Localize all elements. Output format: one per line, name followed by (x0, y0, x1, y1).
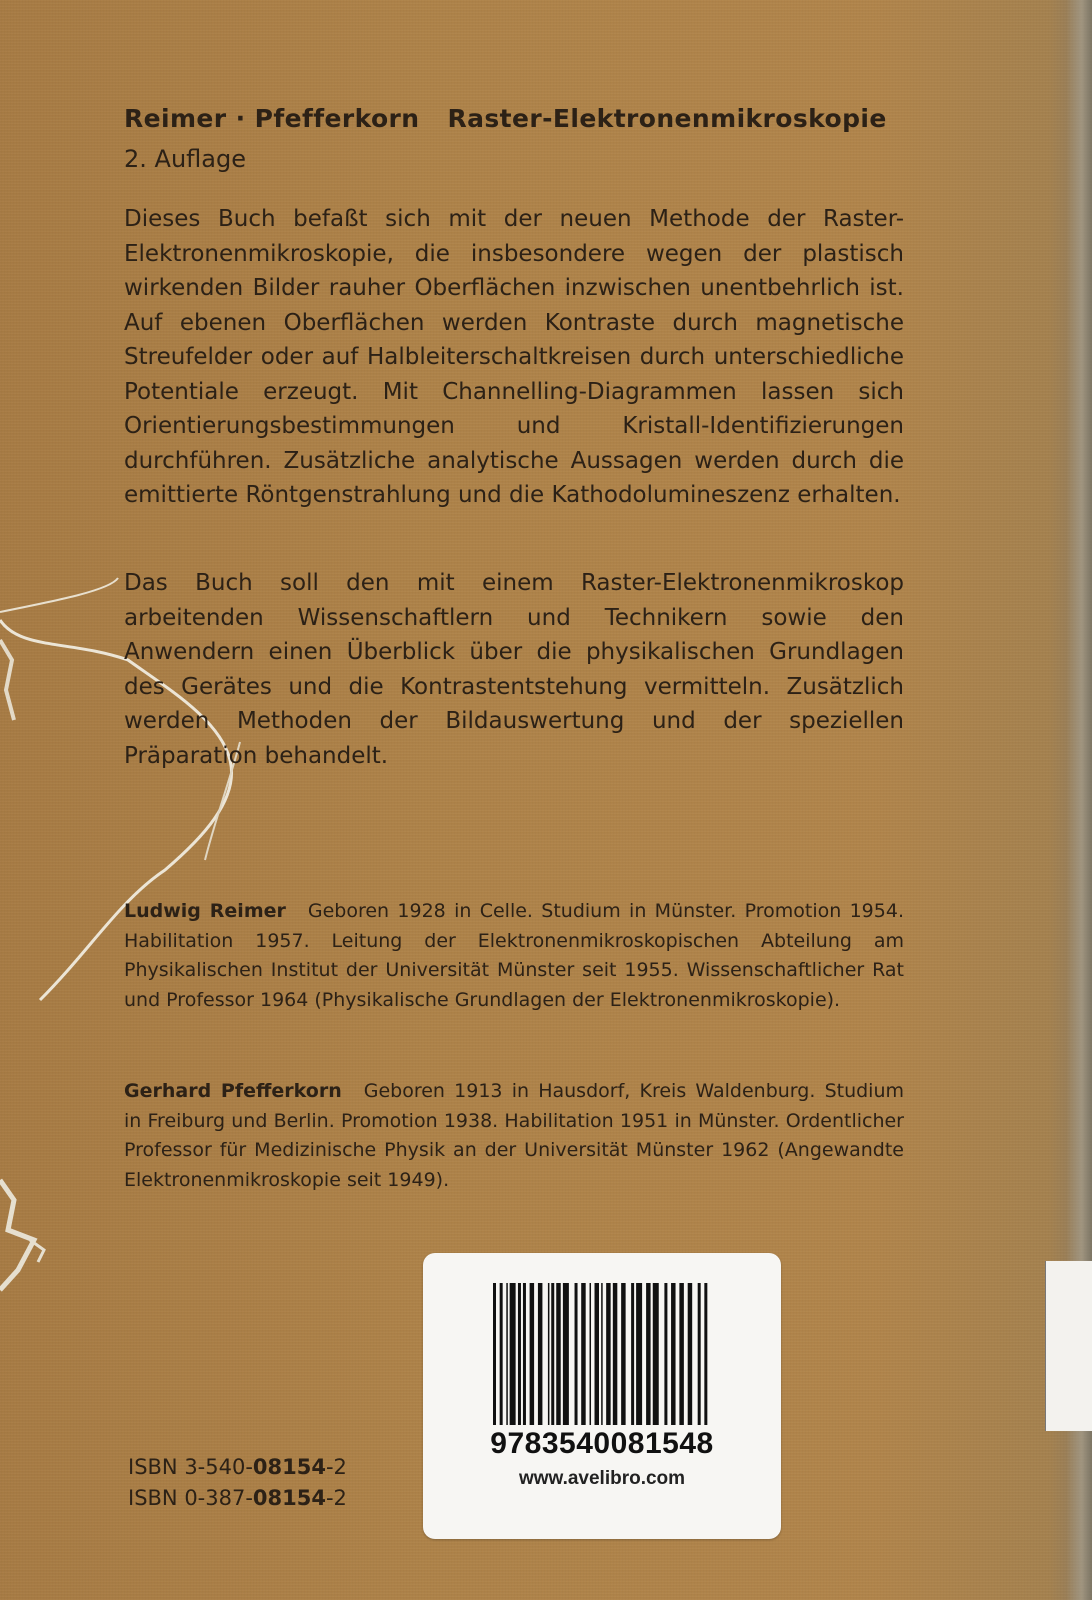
barcode-bar (698, 1283, 701, 1425)
isbn-line-2 (128, 1483, 347, 1514)
barcode-bar (606, 1283, 610, 1425)
barcode-bar (631, 1283, 634, 1425)
isbn-bold-part: 08154 (252, 1455, 326, 1479)
barcode-bar (671, 1283, 675, 1425)
author-bio-text: Geboren 1913 in Hausdorf, Kreis Waldenburg. Studium in Freiburg und Berlin. Promotion 1938. Habilitation 1951 in Münster. Ordentlicher Professor für Medizinische Physik an der Universität Münster 1962 (Angewandte Elektronenmikroskopie seit 1949). (124, 1080, 905, 1191)
barcode-bar (518, 1283, 521, 1425)
barcode-bar (556, 1283, 560, 1425)
author-bio-pfefferkorn (124, 1077, 904, 1195)
barcode-bar (581, 1283, 585, 1425)
library-label-tab (1045, 1261, 1092, 1431)
book-header (124, 104, 887, 133)
barcode-bar (613, 1283, 617, 1425)
isbn-line-1 (128, 1452, 347, 1483)
barcode-bar (595, 1283, 599, 1425)
sticker-url: www.avelibro.com (518, 1468, 686, 1489)
author-bio-text: Geboren 1928 in Celle. Studium in Münster. Promotion 1954. Habilitation 1957. Leitung der Elektronenmikroskopischen Abteilung am Physikalischen Institut der Universität Münster seit 1955. Wissenschaftlicher Rat und Professor 1964 (Physikalische Grundlagen der Elektronenmikroskopie). (124, 900, 904, 1011)
barcode-bar (575, 1283, 578, 1425)
barcode-bar (523, 1283, 526, 1425)
author-name: Gerhard Pfefferkorn (124, 1080, 342, 1102)
authors-line: Reimer · Pfefferkorn (124, 104, 420, 133)
barcode-bar (500, 1283, 503, 1425)
barcode-bar (563, 1283, 569, 1425)
barcode-bar (538, 1283, 542, 1425)
barcode-bar (530, 1283, 534, 1425)
isbn-prefix: ISBN 0-387- (128, 1486, 253, 1510)
barcode-number: 9783540081548 (490, 1427, 714, 1460)
barcode-bar (704, 1283, 707, 1425)
book-title: Raster-Elektronenmikroskopie (447, 104, 887, 133)
barcode-bar (679, 1283, 683, 1425)
barcode-bar (636, 1283, 642, 1425)
edition: 2. Auflage (124, 145, 246, 173)
barcode-bar (510, 1283, 516, 1425)
isbn-suffix: -2 (325, 1486, 347, 1510)
barcode-sticker (423, 1253, 781, 1539)
barcode-bar (548, 1283, 550, 1425)
description-paragraph-1: Dieses Buch befaßt sich mit der neuen Methode der Raster-Elektronenmikroskopie, die insbesondere wegen der plastisch wirkenden Bilder rauher Oberflächen inzwischen unentbehrlich ist. Auf ebenen Oberflächen werden Kontraste durch magnetische Streufelder oder auf Halbleiterschaltkreisen durch unterschiedliche Potentiale erzeugt. Mit Channelling-Diagrammen lassen sich Orientierungsbestimmungen und Kristall-Identifizierungen durchführen. Zusätzliche analytische Aussagen werden durch die emittierte Röntgenstrahlung und die Kathodolumineszenz erhalten. (124, 206, 904, 508)
barcode-bar (601, 1283, 603, 1425)
barcode-bar (551, 1283, 554, 1425)
isbn-prefix: ISBN 3-540- (128, 1455, 253, 1479)
barcode-bar (646, 1283, 650, 1425)
description-paragraph-2: Das Buch soll den mit einem Raster-Elektronenmikroskop arbeitenden Wissenschaftlern und Technikern sowie den Anwendern einen Überblick über die physikalischen Grundlagen des Gerätes und die Kontrastentstehung vermitteln. Zusätzlich werden Methoden der Bildauswertung und der speziellen Präparation behandelt. (124, 570, 904, 769)
barcode-bar (621, 1283, 625, 1425)
barcode-bar (493, 1283, 496, 1425)
barcode-bar (506, 1283, 508, 1425)
barcode-bar (664, 1283, 667, 1425)
isbn-bold-part: 08154 (252, 1486, 326, 1510)
author-name: Ludwig Reimer (124, 900, 286, 922)
barcode-bar (688, 1283, 692, 1425)
barcode-icon (493, 1283, 711, 1425)
barcode-bar (653, 1283, 659, 1425)
isbn-suffix: -2 (325, 1455, 347, 1479)
barcode-bar (590, 1283, 592, 1425)
author-bio-reimer (124, 897, 904, 1015)
